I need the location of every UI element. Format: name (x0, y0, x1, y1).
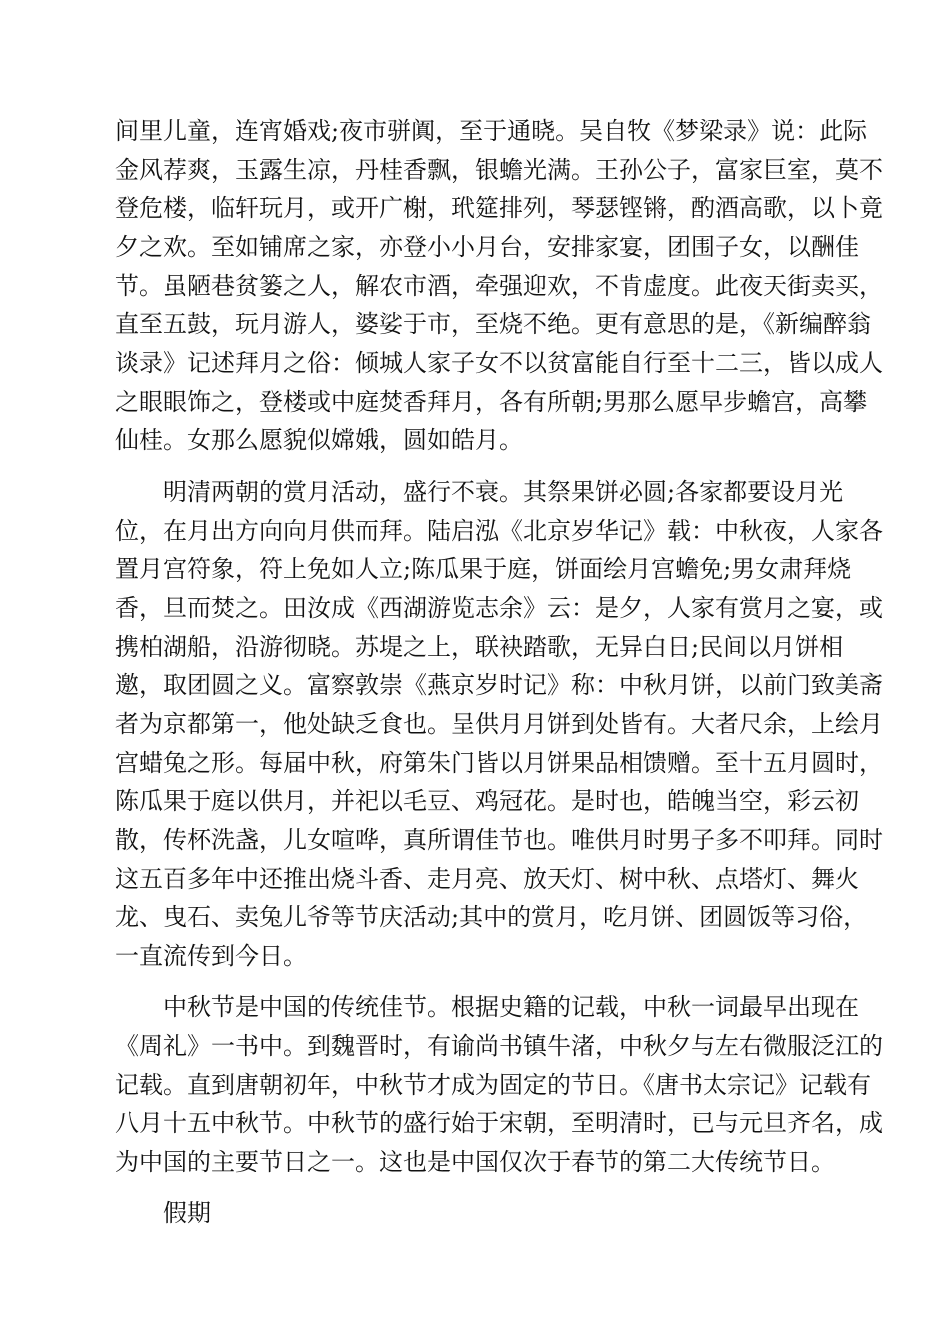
paragraph-1-line-1: 间里儿童，连宵婚戏;夜市骈阗，至于通晓。吴自牧《梦梁录》说：此际 (115, 117, 868, 145)
paragraph-1-line-7: 谈录》记述拜月之俗：倾城人家子女不以贫富能自行至十二三，皆以成人 (115, 349, 883, 377)
paragraph-2-line-5: 携柏湖船，沿游彻晓。苏堤之上，联袂踏歌，无异白日;民间以月饼相 (115, 633, 844, 661)
paragraph-3-line-3: 记载。直到唐朝初年，中秋节才成为固定的节日。《唐书太宗记》记载有 (115, 1071, 871, 1099)
paragraph-1-line-8: 之眼眼饰之，登楼或中庭焚香拜月，各有所朝;男那么愿早步蟾宫，高攀 (115, 388, 868, 416)
paragraph-2-line-3: 置月宫符象，符上免如人立;陈瓜果于庭，饼面绘月宫蟾免;男女肃拜烧 (115, 555, 852, 583)
paragraph-1-line-2: 金风荐爽，玉露生凉，丹桂香飘，银蟾光满。王孙公子，富家巨室，莫不 (115, 156, 883, 184)
paragraph-2-line-7: 者为京都第一，他处缺乏食也。呈供月月饼到处皆有。大者尺余，上绘月 (115, 710, 883, 738)
paragraph-1-line-3: 登危楼，临轩玩月，或开广榭，玳筵排列，琴瑟铿锵，酌酒高歌，以卜竟 (115, 194, 883, 222)
paragraph-2-line-2: 位，在月出方向向月供而拜。陆启泓《北京岁华记》载：中秋夜，人家各 (115, 517, 883, 545)
paragraph-2-line-9: 陈瓜果于庭以供月，并祀以毛豆、鸡冠花。是时也，皓魄当空，彩云初 (115, 787, 859, 815)
paragraph-2-line-13: 一直流传到今日。 (115, 942, 307, 970)
paragraph-2-line-4: 香，旦而焚之。田汝成《西湖游览志余》云：是夕，人家有赏月之宴，或 (115, 594, 883, 622)
paragraph-2-line-10: 散，传杯洗盏，儿女喧哗，真所谓佳节也。唯供月时男子多不叩拜。同时 (115, 826, 883, 854)
section-heading-holiday: 假期 (163, 1199, 211, 1227)
paragraph-2-line-12: 龙、曳石、卖兔儿爷等节庆活动;其中的赏月，吃月饼、团圆饭等习俗， (115, 903, 868, 931)
paragraph-2-line-6: 邀，取团圆之义。富察敦崇《燕京岁时记》称：中秋月饼，以前门致美斋 (115, 671, 883, 699)
paragraph-1-line-6: 直至五鼓，玩月游人，婆娑于市，至烧不绝。更有意思的是，《新编醉翁 (115, 310, 871, 338)
paragraph-2-line-11: 这五百多年中还推出烧斗香、走月亮、放天灯、树中秋、点塔灯、舞火 (115, 865, 859, 893)
paragraph-2-line-8: 宫蜡兔之形。每届中秋，府第朱门皆以月饼果品相馈赠。至十五月圆时， (115, 749, 883, 777)
paragraph-2-line-1: 明清两朝的赏月活动，盛行不衰。其祭果饼必圆;各家都要设月光 (163, 478, 844, 506)
paragraph-3-line-2: 《周礼》一书中。到魏晋时，有谕尚书镇牛渚，中秋夕与左右微服泛江的 (115, 1032, 883, 1060)
paragraph-1-line-5: 节。虽陋巷贫篓之人，解农市酒，牵强迎欢，不肯虚度。此夜天街卖买， (115, 272, 883, 300)
paragraph-3-line-4: 八月十五中秋节。中秋节的盛行始于宋朝，至明清时，已与元旦齐名，成 (115, 1109, 883, 1137)
paragraph-3-line-5: 为中国的主要节日之一。这也是中国仅次于春节的第二大传统节日。 (115, 1148, 835, 1176)
paragraph-3-line-1: 中秋节是中国的传统佳节。根据史籍的记载，中秋一词最早出现在 (163, 993, 859, 1021)
paragraph-1-line-9: 仙桂。女那么愿貌似嫦娥，圆如皓月。 (115, 426, 523, 454)
paragraph-1-line-4: 夕之欢。至如铺席之家，亦登小小月台，安排家宴，团围子女，以酬佳 (115, 233, 859, 261)
